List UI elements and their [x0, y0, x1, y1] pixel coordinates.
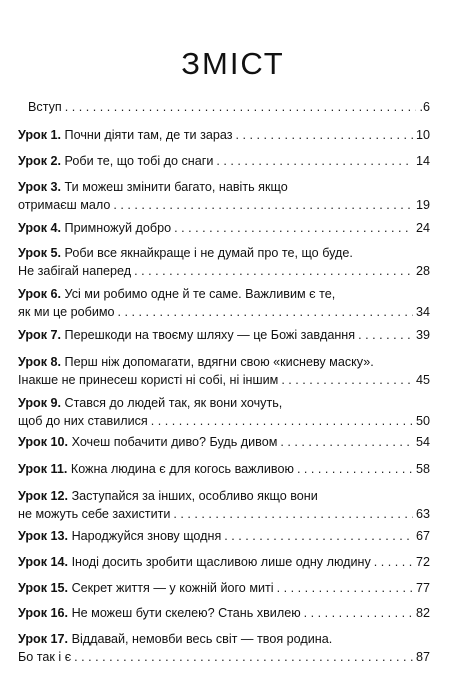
lesson-title: Віддавай, немовби весь світ — твоя родина.: [71, 632, 333, 646]
toc-row: [18, 579, 430, 597]
page-number: 39: [415, 328, 430, 342]
page-number: 77: [415, 581, 430, 595]
lesson-label: Урок 16.: [18, 606, 69, 620]
toc-row-text: [18, 262, 131, 280]
lesson-title: Іноді досить зробити щасливою лише одну людину: [71, 555, 371, 569]
toc-entry: [18, 178, 430, 214]
toc-entry: [18, 460, 430, 478]
page-number: 19: [415, 198, 430, 212]
lesson-label: Урок 9.: [18, 396, 62, 410]
toc-row: [18, 505, 430, 523]
dot-leader: [216, 152, 413, 170]
lesson-label: Урок 6.: [18, 287, 62, 301]
toc-row-text: [18, 303, 115, 321]
toc-row: [18, 219, 430, 237]
lesson-label: Урок 1.: [18, 128, 62, 142]
toc-entry: [18, 244, 430, 280]
lesson-title: Інакше не принесеш користі ні собі, ні іншим: [18, 373, 279, 387]
page-number: 82: [415, 606, 430, 620]
dot-leader: [304, 604, 413, 622]
dot-leader: [224, 527, 413, 545]
lesson-title: не можуть себе захистити: [18, 507, 171, 521]
toc-row: [18, 196, 430, 214]
toc-entry: [18, 285, 430, 321]
lesson-title: Вступ: [28, 100, 62, 114]
lesson-label: Урок 11.: [18, 462, 68, 476]
lesson-label: Урок 15.: [18, 581, 69, 595]
dot-leader: [297, 460, 413, 478]
lesson-label: Урок 13.: [18, 529, 69, 543]
toc-row-text: [18, 505, 170, 523]
lesson-title: Секрет життя — у кожній його миті: [71, 581, 274, 595]
toc-row: [18, 460, 430, 478]
toc-first-line: [18, 630, 430, 648]
toc-entry: [18, 553, 430, 571]
toc-row-text: [18, 98, 62, 116]
dot-leader: [113, 196, 413, 214]
dot-leader: [277, 579, 413, 597]
toc-first-line: [18, 353, 430, 371]
toc-row-text: [18, 579, 274, 597]
lesson-label: Урок 7.: [18, 328, 62, 342]
dot-leader: [65, 98, 417, 116]
toc-row: [18, 604, 430, 622]
lesson-title: Ти можеш змінити багато, навіть якщо: [64, 180, 288, 194]
lesson-title: отримаєш мало: [18, 198, 111, 212]
toc-first-line: [18, 285, 430, 303]
toc-row: [18, 371, 430, 389]
lesson-label: Урок 12.: [18, 489, 69, 503]
dot-leader: [358, 326, 413, 344]
dot-leader: [118, 303, 413, 321]
toc-row: [18, 527, 430, 545]
lesson-label: Урок 17.: [18, 632, 69, 646]
lesson-title: Примножуй добро: [64, 221, 172, 235]
toc-row: [18, 326, 430, 344]
page-number: 14: [415, 154, 430, 168]
lesson-title: Народжуйся знову щодня: [71, 529, 222, 543]
toc-entry: [18, 630, 430, 666]
toc-row: [18, 262, 430, 280]
lesson-label: Урок 2.: [18, 154, 62, 168]
lesson-title: як ми це робимо: [18, 305, 115, 319]
toc-row-text: [18, 196, 110, 214]
lesson-title: Усі ми робимо одне й те саме. Важливим є те,: [64, 287, 336, 301]
toc-row: [18, 98, 430, 116]
dot-leader: [134, 262, 413, 280]
toc-entry: [18, 433, 430, 451]
toc-row-text: [18, 553, 371, 571]
lesson-title: Роби все якнайкраще і не думай про те, що буде.: [64, 246, 353, 260]
dot-leader: [174, 219, 413, 237]
lesson-label: Урок 8.: [18, 355, 62, 369]
dot-leader: [151, 412, 413, 430]
page-number: 24: [415, 221, 430, 235]
toc-entry: [18, 579, 430, 597]
toc-row-text: [18, 126, 233, 144]
lesson-title: Не можеш бути скелею? Стань хвилею: [71, 606, 301, 620]
toc-row-text: [18, 604, 301, 622]
toc-entry: [18, 527, 430, 545]
page-number: 28: [415, 264, 430, 278]
toc-first-line: [18, 394, 430, 412]
toc-first-line: [18, 487, 430, 505]
lesson-title: Бо так і є: [18, 650, 72, 664]
dot-leader: [281, 371, 413, 389]
toc-entry: [18, 326, 430, 344]
toc-row: [18, 303, 430, 321]
toc-row-text: [18, 412, 148, 430]
toc-entry: [18, 219, 430, 237]
toc-row-text: [18, 152, 213, 170]
lesson-title: Стався до людей так, як вони хочуть,: [64, 396, 283, 410]
toc-entry: [18, 394, 430, 430]
toc-row: [18, 412, 430, 430]
toc-row: [18, 553, 430, 571]
lesson-title: Не забігай наперед: [18, 264, 132, 278]
lesson-label: Урок 14.: [18, 555, 69, 569]
page-number: 67: [415, 529, 430, 543]
lesson-title: Заступайся за інших, особливо якщо вони: [71, 489, 318, 503]
lesson-label: Урок 5.: [18, 246, 62, 260]
lesson-title: Перешкоди на твоєму шляху — це Божі завдання: [64, 328, 356, 342]
lesson-label: Урок 10.: [18, 435, 69, 449]
toc-row-text: [18, 219, 171, 237]
toc-row-text: [18, 433, 277, 451]
lesson-title: Перш ніж допомагати, вдягни свою «кисневу маску».: [64, 355, 374, 369]
dot-leader: [374, 553, 413, 571]
toc-entry: [18, 604, 430, 622]
page-title: ЗМІСТ: [181, 46, 285, 81]
toc-first-line: [18, 178, 430, 196]
toc-row-text: [18, 326, 355, 344]
lesson-label: Урок 4.: [18, 221, 62, 235]
dot-leader: [173, 505, 413, 523]
page-number: 50: [415, 414, 430, 428]
lesson-title: Почни діяти там, де ти зараз: [64, 128, 233, 142]
toc-row: [18, 648, 430, 666]
toc-entry: [18, 126, 430, 144]
toc-first-line: [18, 244, 430, 262]
toc-row-text: [18, 527, 221, 545]
lesson-label: Урок 3.: [18, 180, 62, 194]
toc-entry: [18, 353, 430, 389]
toc-entry: [18, 487, 430, 523]
page-number: 10: [415, 128, 430, 142]
toc-row-text: [18, 460, 294, 478]
toc-row: [18, 152, 430, 170]
lesson-title: Кожна людина є для когось важливою: [70, 462, 294, 476]
dot-leader: [280, 433, 413, 451]
toc-row-text: [18, 648, 71, 666]
page-number: 63: [415, 507, 430, 521]
dot-leader: [236, 126, 413, 144]
toc-row-text: [18, 371, 278, 389]
lesson-title: Хочеш побачити диво? Будь дивом: [71, 435, 278, 449]
page-number: 54: [415, 435, 430, 449]
toc-entry: [18, 98, 430, 116]
page-number: 45: [415, 373, 430, 387]
lesson-title: Роби те, що тобі до снаги: [64, 154, 214, 168]
page-number: .6: [419, 100, 430, 114]
lesson-title: щоб до них ставилися: [18, 414, 148, 428]
page-number: 34: [415, 305, 430, 319]
toc-entry: [18, 152, 430, 170]
page-number: 58: [415, 462, 430, 476]
toc-row: [18, 433, 430, 451]
dot-leader: [74, 648, 413, 666]
page-number: 87: [415, 650, 430, 664]
page-number: 72: [415, 555, 430, 569]
toc-row: [18, 126, 430, 144]
